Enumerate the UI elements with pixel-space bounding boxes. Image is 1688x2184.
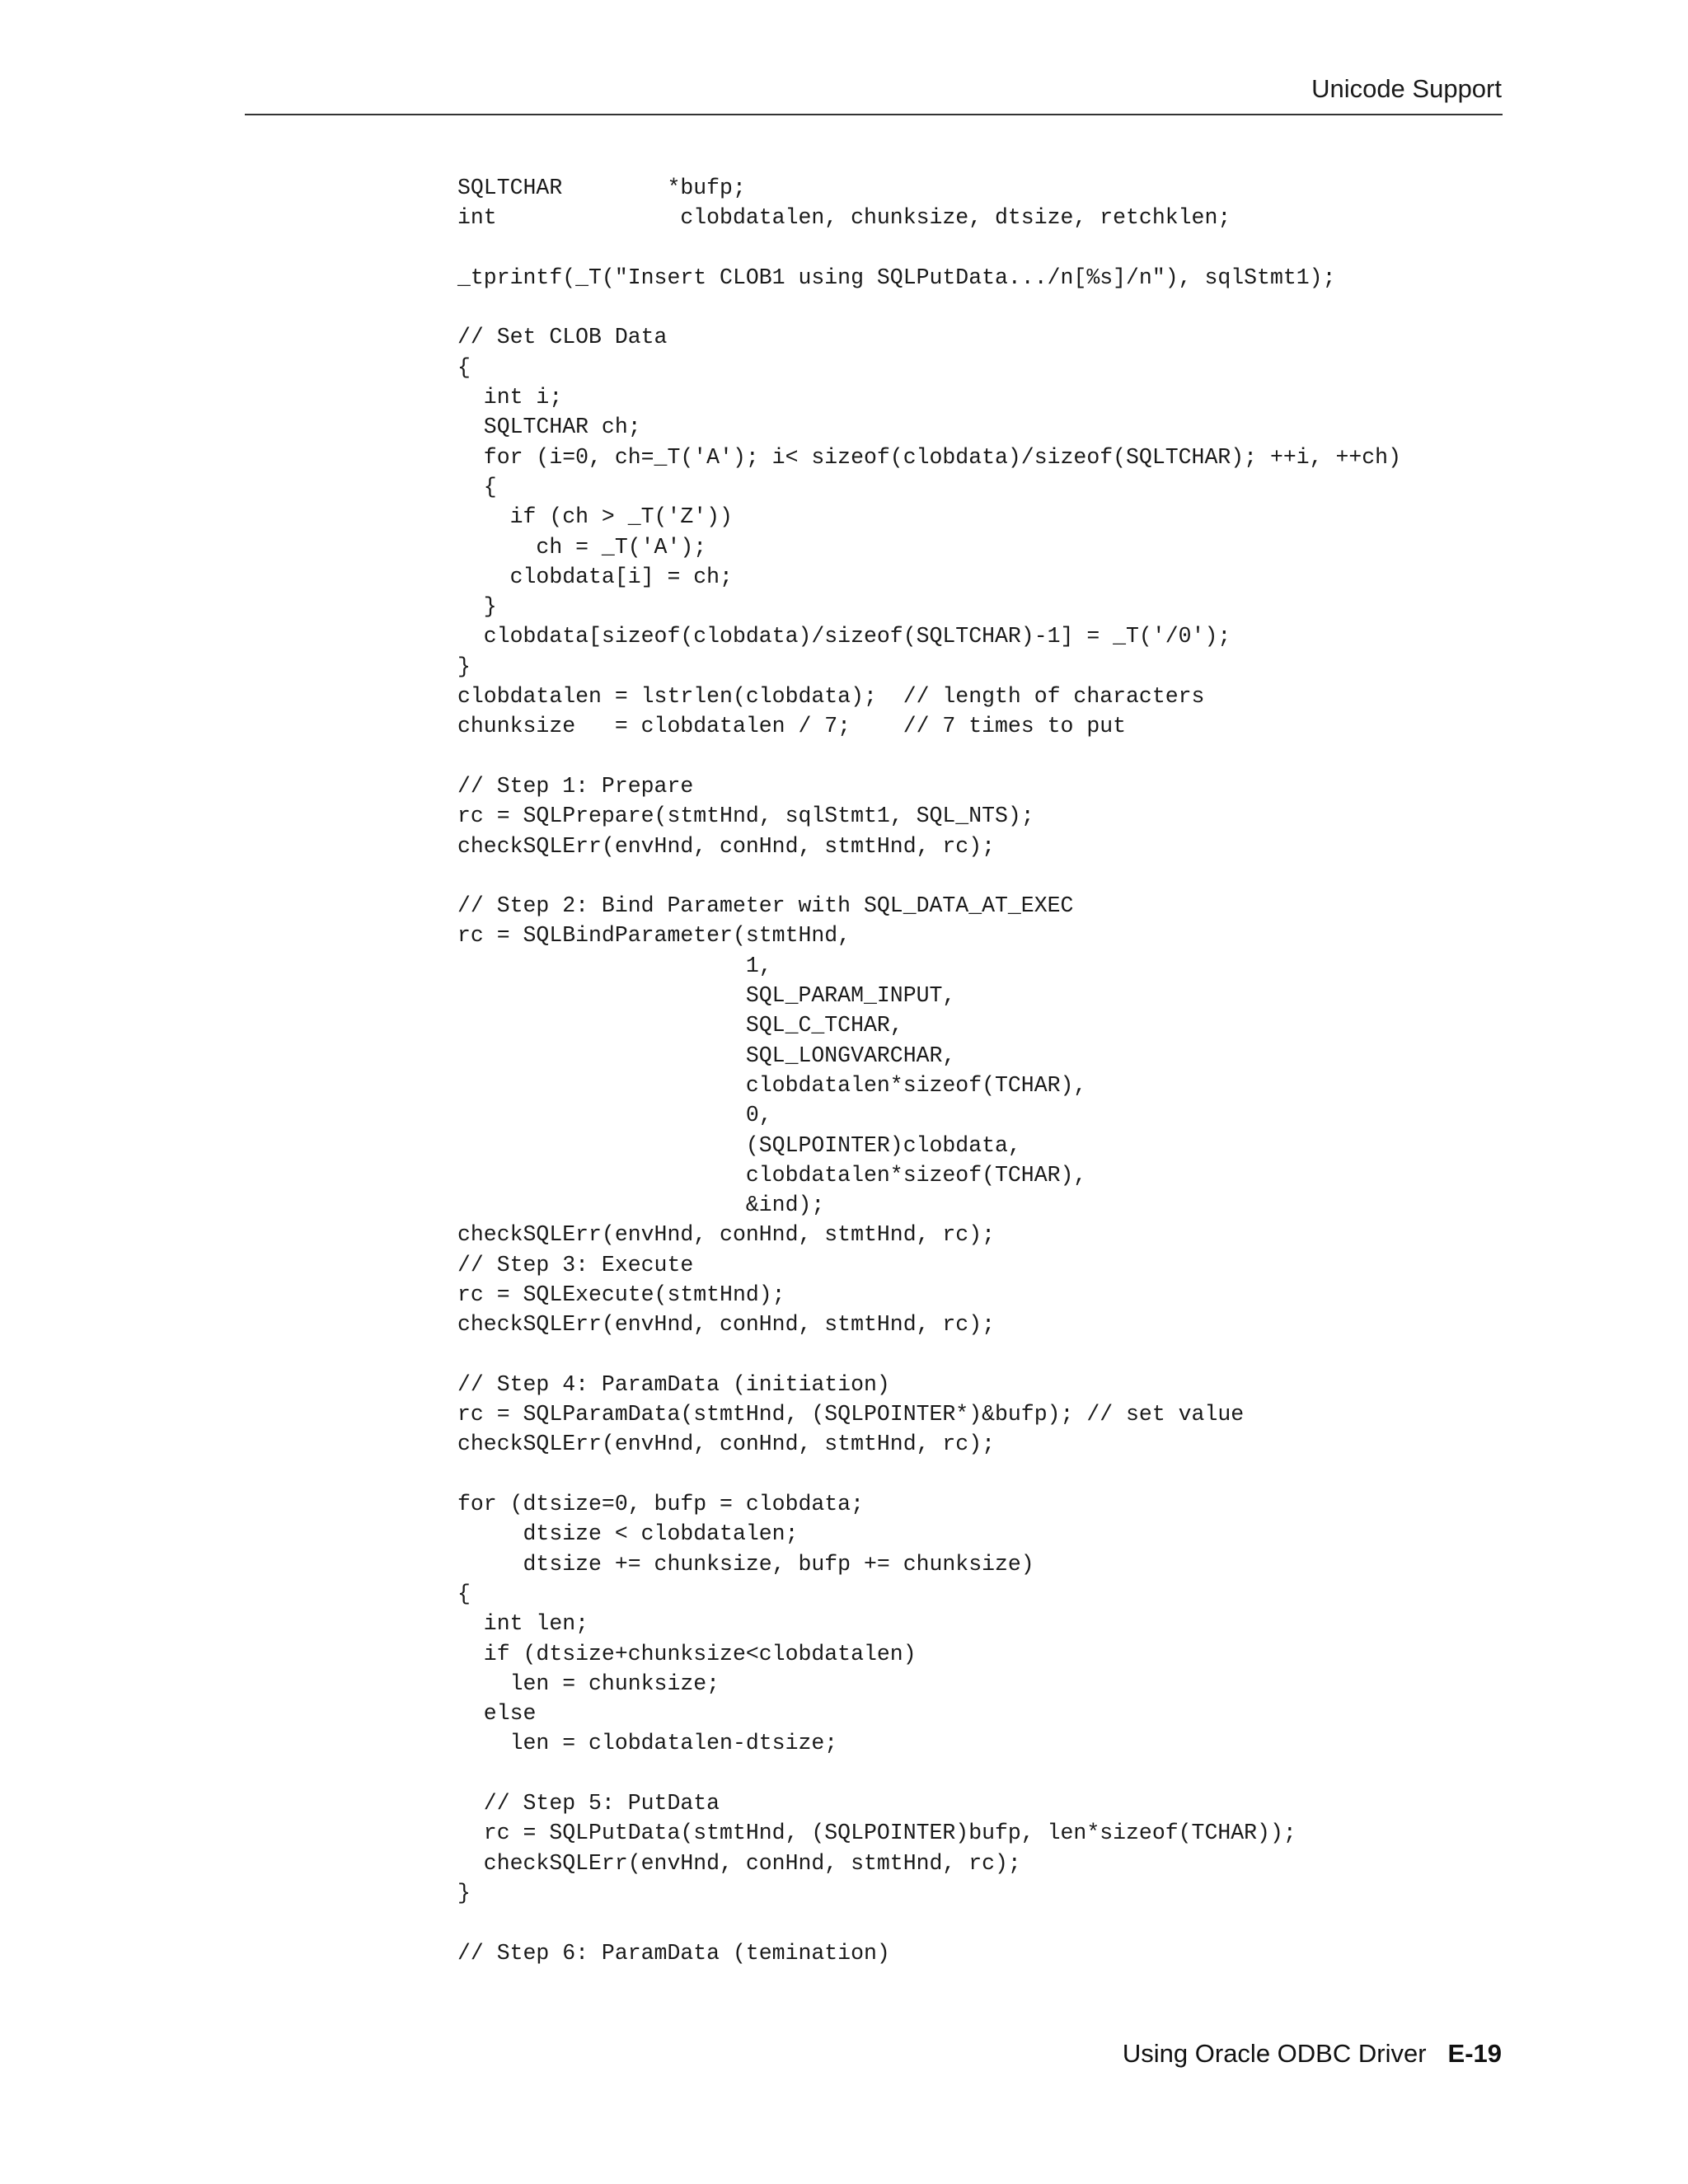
code-line: ch = _T('A');: [457, 534, 707, 560]
code-line: if (ch > _T('Z')): [457, 504, 733, 530]
code-line: // Step 6: ParamData (temination): [457, 1940, 890, 1966]
code-line: [457, 742, 1401, 771]
code-line: // Step 3: Execute: [457, 1252, 694, 1277]
code-line: (SQLPOINTER)clobdata,: [457, 1132, 1021, 1158]
code-line: [457, 861, 1401, 891]
code-line: rc = SQLParamData(stmtHnd, (SQLPOINTER*)&bufp); // set value: [457, 1402, 1245, 1427]
code-line: rc = SQLPrepare(stmtHnd, sqlStmt1, SQL_NTS);: [457, 804, 1034, 829]
footer-doc-title: Using Oracle ODBC Driver: [1122, 2039, 1427, 2068]
running-header: [1311, 74, 1502, 104]
code-line: SQLTCHAR *bufp;: [457, 176, 746, 200]
code-line: [457, 1759, 1401, 1788]
code-line: // Set CLOB Data: [457, 325, 668, 350]
code-line: dtsize < clobdatalen;: [457, 1521, 799, 1547]
code-line: {: [457, 1581, 471, 1606]
code-line: [457, 293, 1401, 322]
code-line: int len;: [457, 1611, 589, 1637]
code-line: SQL_LONGVARCHAR,: [457, 1043, 956, 1068]
code-line: // Step 4: ParamData (initiation): [457, 1371, 890, 1397]
code-line: len = clobdatalen-dtsize;: [457, 1731, 838, 1756]
code-line: clobdata[sizeof(clobdata)/sizeof(SQLTCHAR)-1] = _T('/0');: [457, 624, 1231, 649]
code-line: }: [457, 1880, 471, 1905]
code-line: dtsize += chunksize, bufp += chunksize): [457, 1551, 1034, 1577]
code-listing: [457, 173, 1401, 1968]
code-line: // Step 2: Bind Parameter with SQL_DATA_AT_EXEC: [457, 893, 1074, 919]
code-line: [457, 1340, 1401, 1370]
code-line: checkSQLErr(envHnd, conHnd, stmtHnd, rc);: [457, 1432, 996, 1457]
code-line: }: [457, 594, 497, 620]
code-line: else: [457, 1701, 537, 1727]
code-line: [457, 233, 1401, 263]
section-title: Unicode Support: [1311, 74, 1502, 103]
code-line: SQL_C_TCHAR,: [457, 1013, 903, 1038]
code-line: if (dtsize+chunksize<clobdatalen): [457, 1641, 917, 1666]
code-line: clobdatalen*sizeof(TCHAR),: [457, 1072, 1087, 1098]
code-line: checkSQLErr(envHnd, conHnd, stmtHnd, rc);: [457, 1312, 996, 1338]
code-line: rc = SQLBindParameter(stmtHnd,: [457, 923, 851, 949]
header-divider: [245, 114, 1503, 115]
code-line: [457, 1908, 1401, 1938]
code-line: SQLTCHAR ch;: [457, 415, 641, 440]
code-line: for (i=0, ch=_T('A'); i< sizeof(clobdata)/sizeof(SQLTCHAR); ++i, ++ch): [457, 444, 1401, 470]
code-line: checkSQLErr(envHnd, conHnd, stmtHnd, rc);: [457, 1850, 1021, 1876]
code-line: checkSQLErr(envHnd, conHnd, stmtHnd, rc);: [457, 833, 996, 859]
code-line: len = chunksize;: [457, 1671, 720, 1696]
code-line: for (dtsize=0, bufp = clobdata;: [457, 1492, 864, 1517]
code-line: 1,: [457, 953, 772, 978]
code-line: clobdata[i] = ch;: [457, 564, 733, 589]
code-line: {: [457, 474, 497, 499]
code-line: }: [457, 654, 471, 679]
code-line: checkSQLErr(envHnd, conHnd, stmtHnd, rc);: [457, 1222, 996, 1248]
code-line: rc = SQLPutData(stmtHnd, (SQLPOINTER)bufp, len*sizeof(TCHAR));: [457, 1821, 1296, 1846]
code-line: 0,: [457, 1103, 772, 1128]
code-line: clobdatalen*sizeof(TCHAR),: [457, 1162, 1087, 1188]
code-line: {: [457, 354, 471, 380]
code-line: rc = SQLExecute(stmtHnd);: [457, 1282, 785, 1307]
code-line: chunksize = clobdatalen / 7; // 7 times to put: [457, 714, 1127, 739]
code-line: int i;: [457, 385, 563, 410]
code-line: int clobdatalen, chunksize, dtsize, retchklen;: [457, 205, 1231, 231]
running-footer: [1123, 2039, 1502, 2069]
code-line: clobdatalen = lstrlen(clobdata); // length of characters: [457, 684, 1205, 710]
code-line: // Step 5: PutData: [457, 1791, 720, 1816]
code-line: // Step 1: Prepare: [457, 773, 694, 799]
code-line: [457, 1460, 1401, 1489]
code-line: &ind);: [457, 1193, 825, 1218]
code-line: SQL_PARAM_INPUT,: [457, 983, 956, 1009]
page-number: E-19: [1447, 2039, 1502, 2068]
code-line: _tprintf(_T("Insert CLOB1 using SQLPutData.../n[%s]/n"), sqlStmt1);: [457, 265, 1336, 290]
